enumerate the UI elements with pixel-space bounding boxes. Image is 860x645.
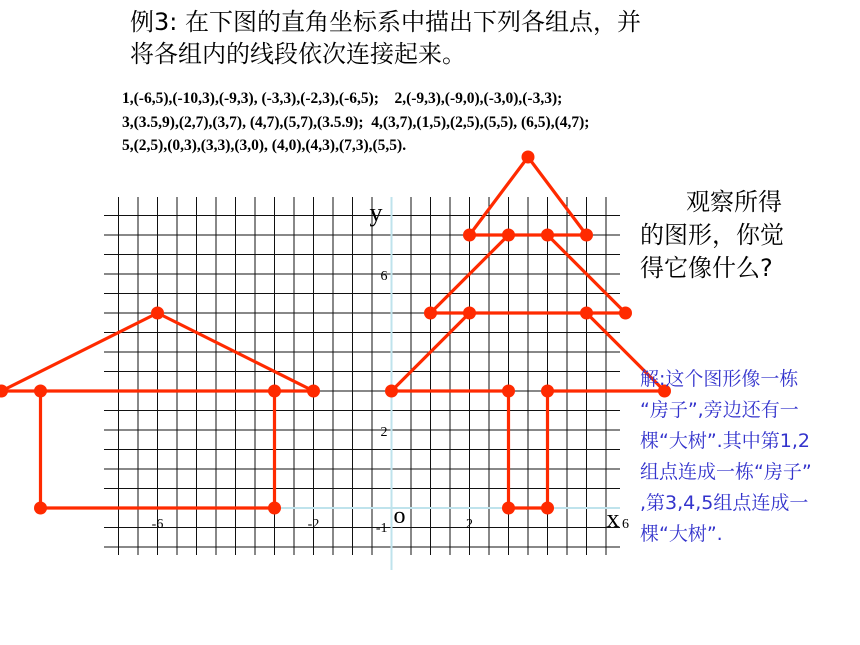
x-tick-label: -2 — [307, 517, 320, 532]
data-point — [502, 502, 515, 515]
data-point — [424, 307, 437, 320]
question-line-1: 观察所得 — [686, 188, 782, 216]
data-point — [385, 385, 398, 398]
question-line-2: 的图形，你觉 — [640, 221, 784, 249]
answer-line-5: ,第3,4,5组点连成一 — [640, 492, 809, 514]
data-point — [619, 307, 632, 320]
data-point — [541, 229, 554, 242]
data-point — [463, 307, 476, 320]
axes — [104, 197, 620, 570]
data-point — [541, 502, 554, 515]
data-point — [0, 385, 8, 398]
data-point — [541, 385, 554, 398]
title-line-1: 例3: 在下图的直角坐标系中描出下列各组点，并 — [130, 8, 641, 36]
answer-line-6: 棵“大树”. — [640, 523, 723, 545]
data-point — [307, 385, 320, 398]
data-point — [502, 385, 515, 398]
answer-line-3: 棵“大树”.其中第1,2 — [640, 430, 810, 452]
y-tick-label: -1 — [375, 521, 388, 536]
x-tick-label: 6 — [622, 517, 629, 532]
question-text — [640, 186, 820, 285]
point-groups-line-1: 1,(-6,5),(-10,3),(-9,3), (-3,3),(-2,3),(-6,5); 2,(-9,3),(-9,0),(-3,0),(-3,3); — [122, 90, 563, 107]
answer-text — [640, 364, 860, 550]
data-point — [502, 229, 515, 242]
data-point — [268, 502, 281, 515]
data-point — [34, 385, 47, 398]
data-point — [580, 307, 593, 320]
y-tick-label: 6 — [380, 269, 388, 284]
data-point — [580, 229, 593, 242]
y-axis-label: y — [369, 198, 383, 227]
tick-labels — [152, 198, 629, 536]
origin-label: o — [393, 503, 406, 529]
x-tick-label: -6 — [151, 517, 164, 532]
point-groups-line-3: 5,(2,5),(0,3),(3,3),(3,0), (4,0),(4,3),(7,3),(5,5). — [122, 137, 407, 154]
data-point — [268, 385, 281, 398]
question-line-3: 得它像什么? — [640, 254, 773, 282]
data-point — [463, 229, 476, 242]
grid-lines — [104, 197, 620, 555]
data-point — [522, 151, 535, 164]
data-point — [151, 307, 164, 320]
point-groups-line-2: 3,(3.5,9),(2,7),(3,7), (4,7),(5,7),(3.5.9); 4,(3,7),(1,5),(2,5),(5,5), (6,5),(4,7); — [122, 113, 590, 131]
title-line-2: 将各组内的线段依次连接起来。 — [130, 40, 466, 68]
x-axis-label: x — [606, 504, 620, 533]
data-point — [34, 502, 47, 515]
answer-line-2: “房子”,旁边还有一 — [640, 399, 799, 421]
answer-line-1: 解:这个图形像一栋 — [640, 368, 799, 390]
y-tick-label: 2 — [380, 425, 388, 440]
x-tick-label: 2 — [466, 517, 473, 532]
answer-line-4: 组点连成一栋“房子” — [640, 461, 812, 483]
